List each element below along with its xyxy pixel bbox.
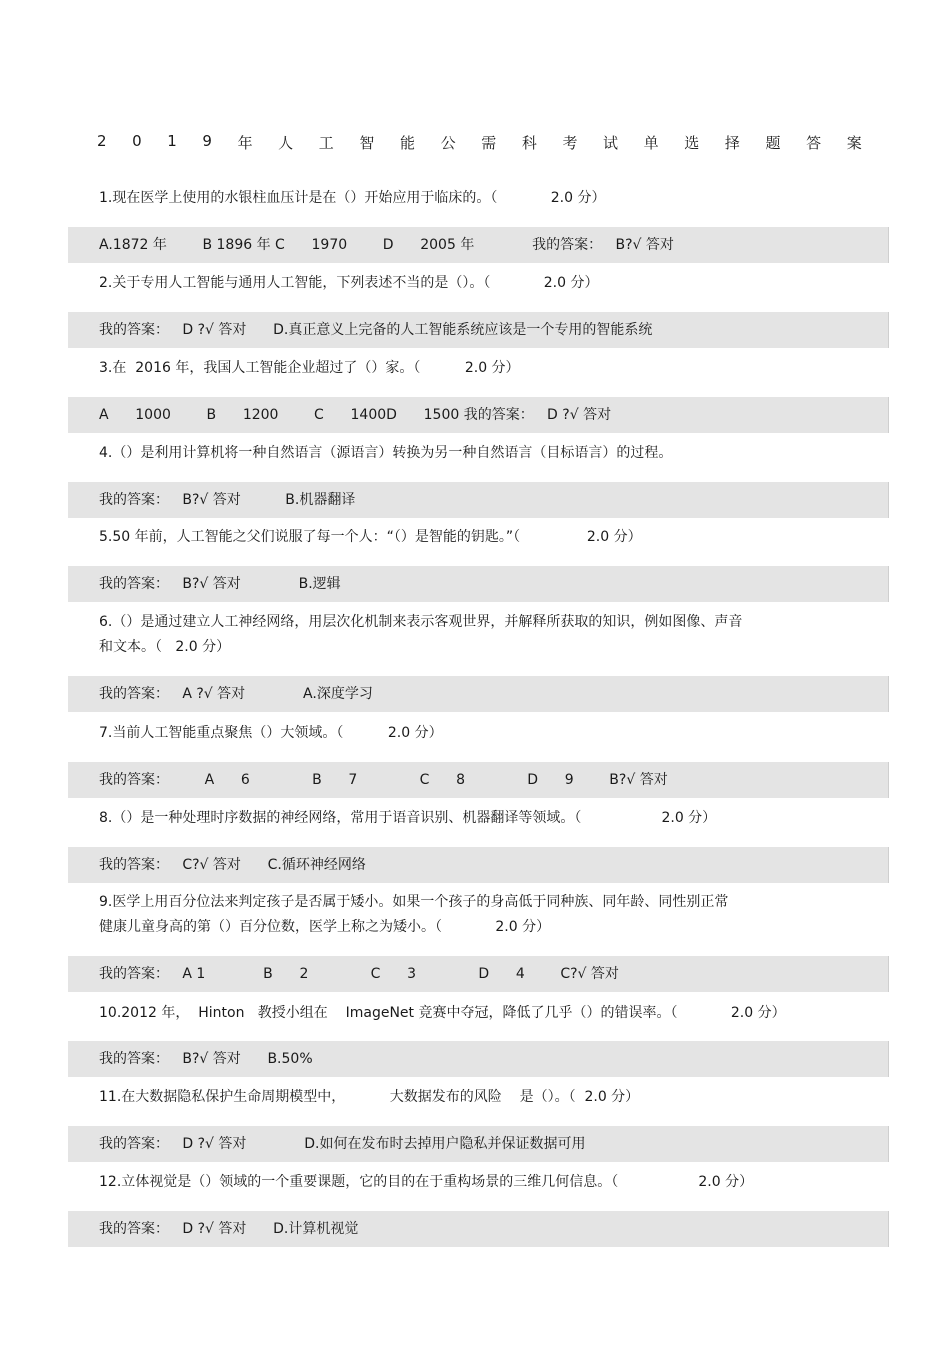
answer-12: 我的答案： D ?√ 答对 D.计算机视觉 <box>68 1211 889 1247</box>
title-char: 选 <box>684 134 700 152</box>
answer-10: 我的答案： B?√ 答对 B.50% <box>68 1041 889 1077</box>
answer-8: 我的答案： C?√ 答对 C.循环神经网络 <box>68 847 889 883</box>
title-char: 科 <box>521 134 537 152</box>
question-2: 2.关于专用人工智能与通用人工智能，下列表述不当的是（）。（ 2.0 分） <box>99 275 599 291</box>
title-char: 1 <box>167 132 177 150</box>
question-11: 11.在大数据隐私保护生命周期模型中， 大数据发布的风险 是（）。（ 2.0 分） <box>99 1089 640 1105</box>
question-7: 7.当前人工智能重点聚焦（）大领域。（ 2.0 分） <box>99 725 443 741</box>
title-char: 公 <box>440 134 456 152</box>
title-char: 0 <box>132 132 142 150</box>
title-char: 能 <box>400 134 416 152</box>
answer-7: 我的答案： A 6 B 7 C 8 D 9 B?√ 答对 <box>68 762 889 798</box>
answer-5: 我的答案： B?√ 答对 B.逻辑 <box>68 566 889 602</box>
title-char: 考 <box>562 134 578 152</box>
title-char: 9 <box>202 132 212 150</box>
question-10: 10.2012 年， Hinton 教授小组在 ImageNet 竞赛中夺冠，降低了几乎（）的错误率。（ 2.0 分） <box>99 1005 786 1021</box>
answer-6: 我的答案： A ?√ 答对 A.深度学习 <box>68 676 889 712</box>
question-1: 1.现在医学上使用的水银柱血压计是在（）开始应用于临床的。（ 2.0 分） <box>99 190 606 206</box>
title-char: 试 <box>603 134 619 152</box>
title-char: 答 <box>806 134 822 152</box>
answer-4: 我的答案： B?√ 答对 B.机器翻译 <box>68 482 889 518</box>
title-char: 择 <box>724 134 740 152</box>
title-char: 智 <box>359 134 375 152</box>
title-char: 人 <box>278 134 294 152</box>
answer-2: 我的答案： D ?√ 答对 D.真正意义上完备的人工智能系统应该是一个专用的智能系统 <box>68 312 889 348</box>
question-3: 3.在 2016 年，我国人工智能企业超过了（）家。（ 2.0 分） <box>99 360 520 376</box>
title-char: 单 <box>643 134 659 152</box>
title-char: 需 <box>481 134 497 152</box>
question-8: 8.（）是一种处理时序数据的神经网络，常用于语音识别、机器翻译等领域。（ 2.0 分） <box>99 810 717 826</box>
title-char: 工 <box>318 134 334 152</box>
answer-9: 我的答案： A 1 B 2 C 3 D 4 C?√ 答对 <box>68 956 889 992</box>
question-5: 5.50 年前，人工智能之父们说服了每一个人：“（）是智能的钥匙。”（ 2.0 分） <box>99 529 642 545</box>
title-char: 案 <box>846 134 862 152</box>
title-char: 2 <box>97 132 107 150</box>
title-char: 题 <box>765 134 781 152</box>
page-title <box>97 132 862 153</box>
question-6: 6.（）是通过建立人工神经网络，用层次化机制来表示客观世界，并解释所获取的知识，例如图像、声音 和文本。（ 2.0 分） <box>99 614 743 655</box>
question-4: 4.（）是利用计算机将一种自然语言（源语言）转换为另一种自然语言（目标语言）的过程。 <box>99 445 673 461</box>
question-12: 12.立体视觉是（）领域的一个重要课题，它的目的在于重构场景的三维几何信息。（ 2.0 分） <box>99 1174 754 1190</box>
answer-11: 我的答案： D ?√ 答对 D.如何在发布时去掉用户隐私并保证数据可用 <box>68 1126 889 1162</box>
question-9: 9.医学上用百分位法来判定孩子是否属于矮小。如果一个孩子的身高低于同种族、同年龄、同性别正常 健康儿童身高的第（）百分位数，医学上称之为矮小。（ 2.0 分） <box>99 894 729 935</box>
answer-3: A 1000 B 1200 C 1400D 1500 我的答案： D ?√ 答对 <box>68 397 889 433</box>
title-char: 年 <box>237 134 253 152</box>
answer-1: A.1872 年 B 1896 年 C 1970 D 2005 年 我的答案： B?√ 答对 <box>68 227 889 263</box>
